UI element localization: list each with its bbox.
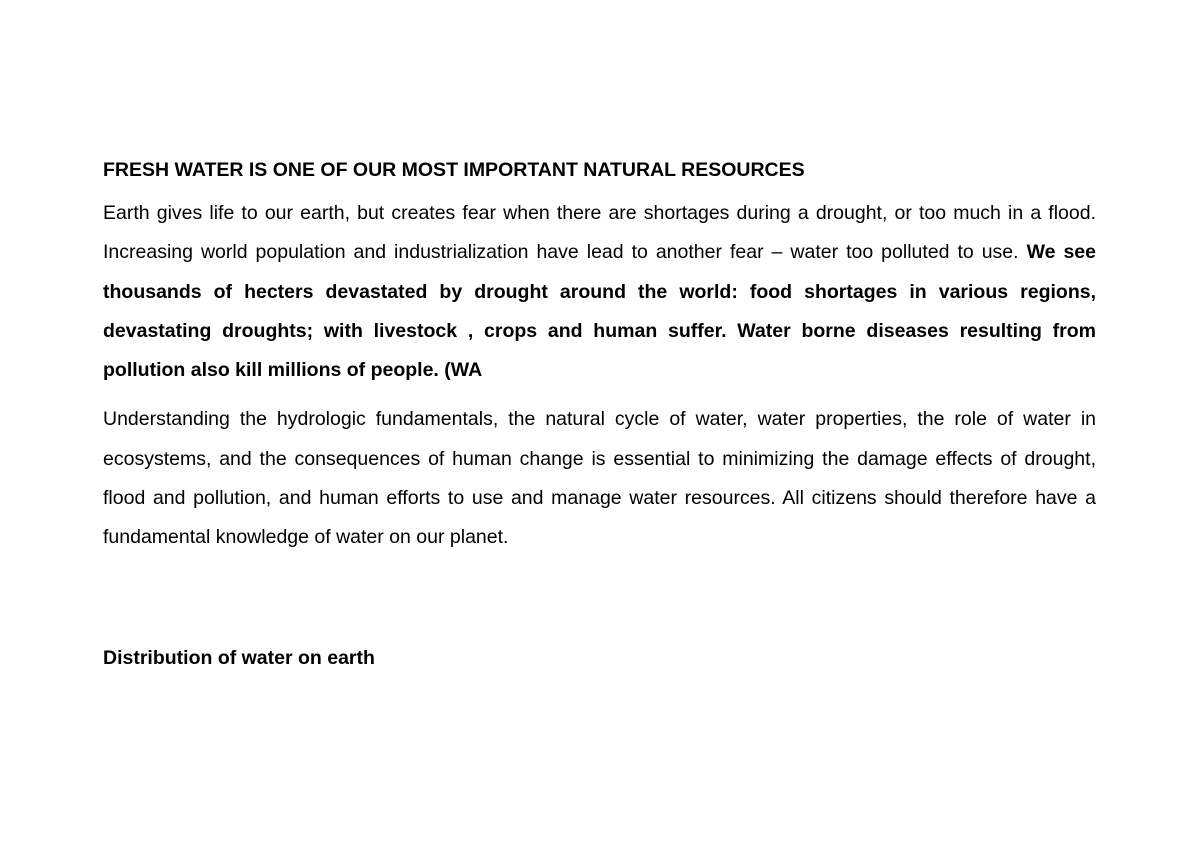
intro-paragraph-regular-text: Earth gives life to our earth, but creates fear when there are shortages during a drought, or too much in a flood. Increasing world population and industrialization have lead to another fear – water too polluted to use.: [103, 202, 1096, 264]
intro-paragraph: [103, 194, 1096, 390]
document-body: [103, 156, 1096, 558]
section-heading-distribution: Distribution of water on earth: [103, 647, 375, 669]
hydrology-paragraph: Understanding the hydrologic fundamentals, the natural cycle of water, water properties, the role of water in ecosystems, and the consequences of human change is essential to minimizing the damage effects of drought, flood and pollution, and human efforts to use and manage water resources. All citizens should therefore have a fundamental knowledge of water on our planet.: [103, 408, 1096, 549]
document-title: FRESH WATER IS ONE OF OUR MOST IMPORTANT NATURAL RESOURCES: [103, 159, 805, 181]
intro-paragraph-bold-text: We see thousands of hecters devastated by drought around the world: food shortages in various regions, devastating droughts; with livestock , crops and human suffer. Water borne diseases resulting from pollution also kill millions of people. (WA: [103, 241, 1097, 382]
